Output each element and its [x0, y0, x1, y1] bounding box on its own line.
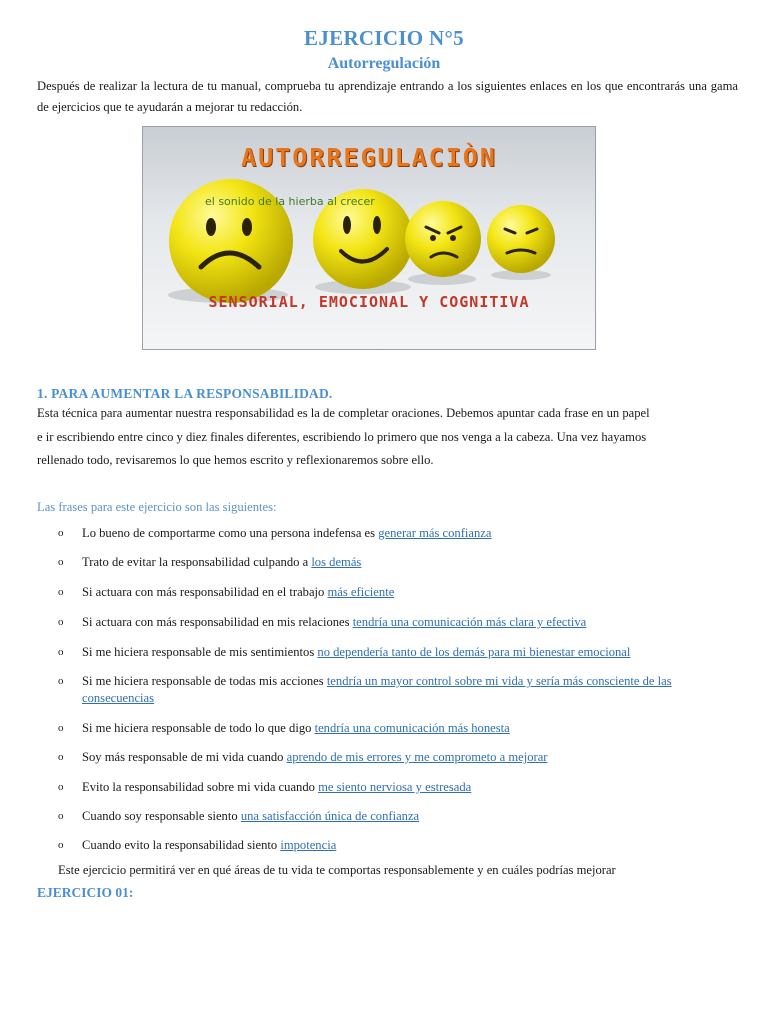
item-text: Si me hiciera responsable de mis sentimientos	[82, 645, 318, 659]
item-link[interactable]: los demás	[311, 555, 362, 569]
section-heading: 1. PARA AUMENTAR LA RESPONSABILIDAD.	[37, 386, 333, 401]
item-link[interactable]: me siento nerviosa y estresada	[318, 780, 472, 794]
item-link[interactable]: aprendo de mis errores y me comprometo a mejorar	[286, 750, 548, 764]
item-text: Si me hiciera responsable de todas mis acciones	[82, 674, 327, 688]
item-link[interactable]: impotencia	[280, 838, 337, 852]
item-link[interactable]: tendría una comunicación más clara y efectiva	[352, 615, 587, 629]
bullet-icon: o	[58, 527, 64, 539]
banner-title: AUTORREGULACIÒN	[241, 143, 497, 172]
banner-caption: el sonido de la hierba al crecer	[205, 195, 375, 208]
item-text: Si me hiciera responsable de todo lo que digo	[82, 721, 315, 735]
item-link[interactable]: tendría un mayor control sobre mi vida y sería más consciente de las consecuencias	[82, 674, 672, 705]
paragraph-line: rellenado todo, revisaremos lo que hemos escrito y reflexionaremos sobre ello.	[37, 453, 434, 467]
angry-face-icon	[405, 201, 481, 277]
item-text: Evito la responsabilidad sobre mi vida cuando	[82, 780, 319, 794]
item-link[interactable]: tendría una comunicación más honesta	[314, 721, 510, 735]
item-link[interactable]: no dependería tanto de los demás para mi bienestar emocional	[317, 645, 631, 659]
intro-paragraph: Después de realizar la lectura de tu manual, comprueba tu aprendizaje entrando a los siguientes enlaces en los que encontrarás una gama de ejercicios que te ayudarán a mejorar tu redacción.	[37, 79, 738, 114]
page-subtitle: Autorregulación	[327, 55, 441, 72]
item-text: Si actuara con más responsabilidad en mis relaciones	[82, 615, 353, 629]
banner-image	[142, 126, 596, 350]
item-text: Cuando evito la responsabilidad siento	[82, 838, 281, 852]
banner-footer: SENSORIAL, EMOCIONAL Y COGNITIVA	[208, 293, 530, 311]
bullet-icon: o	[58, 616, 64, 628]
bullet-icon: o	[58, 810, 64, 822]
bullet-icon: o	[58, 556, 64, 568]
item-link[interactable]: generar más confianza	[378, 526, 492, 540]
bullet-icon: o	[58, 675, 64, 687]
paragraph-line: Esta técnica para aumentar nuestra responsabilidad es la de completar oraciones. Debemos apuntar cada frase en un papel	[37, 406, 650, 420]
bullet-icon: o	[58, 586, 64, 598]
section-paragraph	[37, 402, 728, 473]
bullet-icon: o	[58, 781, 64, 793]
bullet-icon: o	[58, 646, 64, 658]
item-text: Si actuara con más responsabilidad en el trabajo	[82, 585, 328, 599]
bullet-icon: o	[58, 722, 64, 734]
item-text: Cuando soy responsable siento	[82, 809, 241, 823]
item-text: Trato de evitar la responsabilidad culpando a	[82, 555, 312, 569]
bullet-icon: o	[58, 839, 64, 851]
item-link[interactable]: más eficiente	[327, 585, 395, 599]
item-text: Soy más responsable de mi vida cuando	[82, 750, 287, 764]
paragraph-line: e ir escribiendo entre cinco y diez finales diferentes, escribiendo lo primero que nos venga a la cabeza. Una vez hayamos	[37, 429, 647, 444]
list-lead: Las frases para este ejercicio son las siguientes:	[37, 500, 277, 514]
bullet-icon: o	[58, 751, 64, 763]
exercise-heading: EJERCICIO 01:	[37, 885, 134, 900]
item-link[interactable]: una satisfacción única de confianza	[240, 809, 420, 823]
page-title: EJERCICIO N°5	[304, 26, 464, 50]
closing-paragraph: Este ejercicio permitirá ver en qué áreas de tu vida te comportas responsablemente y en cuáles podrías mejorar	[58, 863, 616, 877]
item-text: Lo bueno de comportarme como una persona indefensa es	[82, 526, 379, 540]
worried-face-icon	[487, 205, 555, 273]
